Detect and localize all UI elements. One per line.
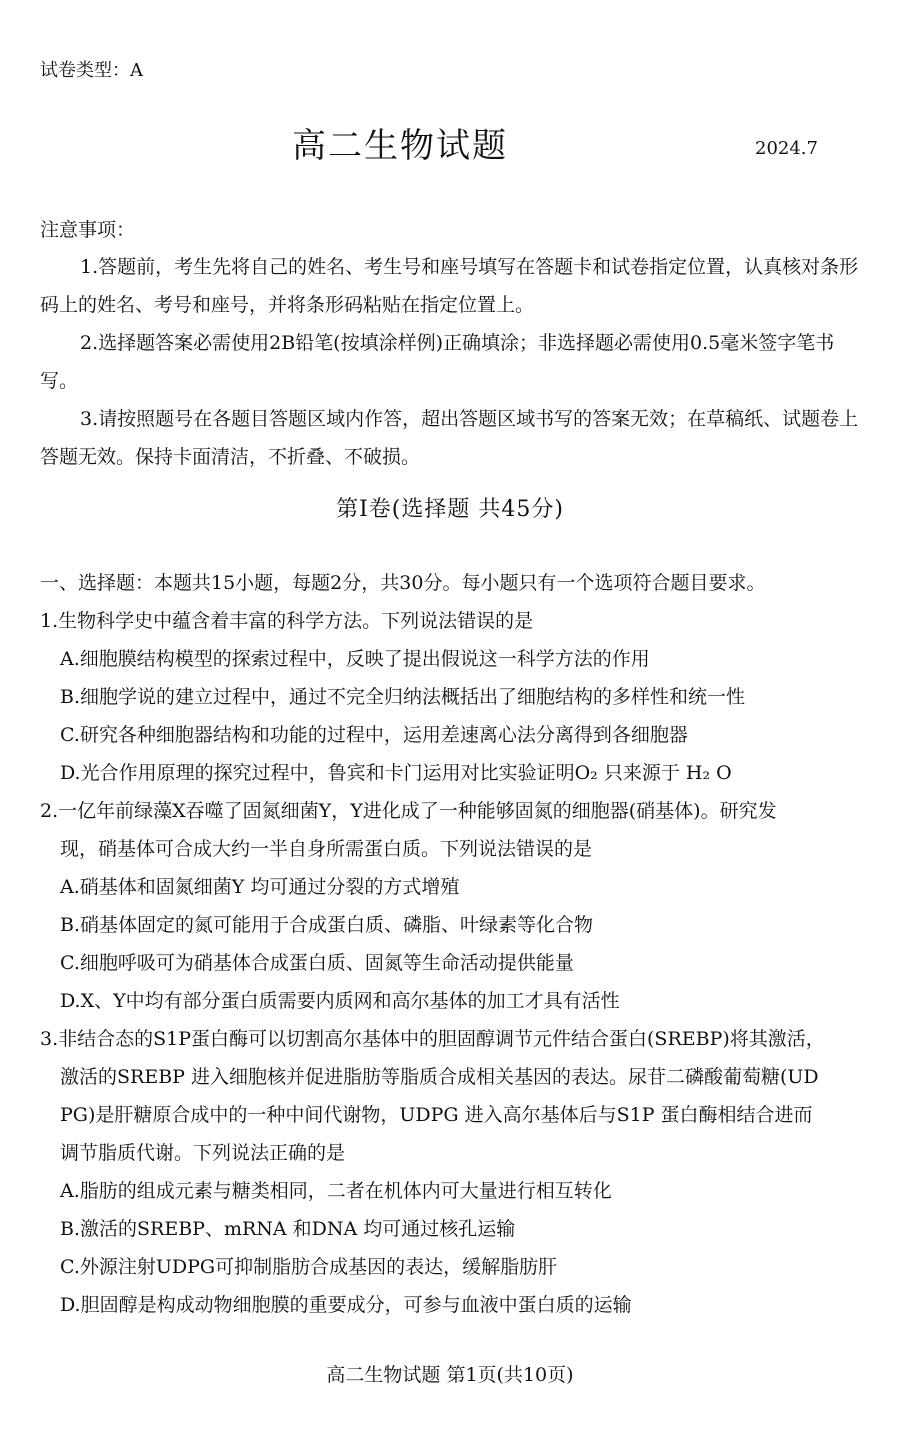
- question-3-stem-line-2: 激活的SREBP 进入细胞核并促进脂肪等脂质合成相关基因的表达。尿苷二磷酸葡萄糖(UD: [60, 1066, 819, 1088]
- question-3-option-b: B.激活的SREBP、mRNA 和DNA 均可通过核孔运输: [60, 1218, 516, 1240]
- question-1-option-c: C.研究各种细胞器结构和功能的过程中，运用差速离心法分离得到各细胞器: [60, 724, 688, 746]
- question-1-stem: 1.生物科学史中蕴含着丰富的科学方法。下列说法错误的是: [40, 610, 534, 632]
- question-3-stem-line-3: PG)是肝糖原合成中的一种中间代谢物，UDPG 进入高尔基体后与S1P 蛋白酶相结合进而: [60, 1104, 813, 1126]
- notice-item-2: 2.选择题答案必需使用2B铅笔(按填涂样例)正确填涂；非选择题必需使用0.5毫米签字笔书写。: [40, 332, 835, 392]
- question-3-option-d: D.胆固醇是构成动物细胞膜的重要成分，可参与血液中蛋白质的运输: [60, 1294, 632, 1316]
- question-2-option-d: D.X、Y中均有部分蛋白质需要内质网和高尔基体的加工才具有活性: [60, 990, 620, 1012]
- question-2-option-b: B.硝基体固定的氮可能用于合成蛋白质、磷脂、叶绿素等化合物: [60, 914, 594, 936]
- notice-item-3: 3.请按照题号在各题目答题区域内作答，超出答题区域书写的答案无效；在草稿纸、试题卷上答题无效。保持卡面清洁，不折叠、不破损。: [40, 408, 859, 468]
- notice-item-1: 1.答题前，考生先将自己的姓名、考生号和座号填写在答题卡和试卷指定位置，认真核对条形码上的姓名、考号和座号，并将条形码粘贴在指定位置上。: [40, 256, 859, 316]
- question-1-option-a: A.细胞膜结构模型的探索过程中，反映了提出假说这一科学方法的作用: [60, 648, 650, 670]
- question-3-option-c: C.外源注射UDPG可抑制脂肪合成基因的表达，缓解脂肪肝: [60, 1256, 558, 1278]
- exam-type-label: 试卷类型：A: [40, 60, 143, 81]
- question-3-stem-line-1: 3.非结合态的S1P蛋白酶可以切割高尔基体中的胆固醇调节元件结合蛋白(SREBP)将其激活，: [40, 1028, 825, 1050]
- question-3-option-a: A.脂肪的组成元素与糖类相同，二者在机体内可大量进行相互转化: [60, 1180, 612, 1202]
- exam-date: 2024.7: [755, 138, 818, 159]
- question-1-option-b: B.细胞学说的建立过程中，通过不完全归纳法概括出了细胞结构的多样性和统一性: [60, 686, 746, 708]
- question-2-stem-line-1: 2.一亿年前绿藻X吞噬了固氮细菌Y，Y进化成了一种能够固氮的细胞器(硝基体)。研究发: [40, 800, 777, 822]
- section-intro: 一、选择题：本题共15小题，每题2分，共30分。每小题只有一个选项符合题目要求。: [40, 572, 766, 594]
- page-title: 高二生物试题: [292, 126, 508, 166]
- notice-heading: 注意事项：: [40, 219, 136, 241]
- question-2-option-c: C.细胞呼吸可为硝基体合成蛋白质、固氮等生命活动提供能量: [60, 952, 574, 974]
- question-3-stem-line-4: 调节脂质代谢。下列说法正确的是: [60, 1142, 346, 1164]
- page-footer: 高二生物试题 第1页(共10页): [326, 1364, 574, 1386]
- part-title: 第Ⅰ卷(选择题 共45分): [336, 497, 564, 522]
- question-2-option-a: A.硝基体和固氮细菌Y 均可通过分裂的方式增殖: [60, 876, 460, 898]
- question-1-option-d: D.光合作用原理的探究过程中，鲁宾和卡门运用对比实验证明O₂ 只来源于 H₂ O: [60, 762, 732, 784]
- question-2-stem-line-2: 现，硝基体可合成大约一半自身所需蛋白质。下列说法错误的是: [60, 838, 593, 860]
